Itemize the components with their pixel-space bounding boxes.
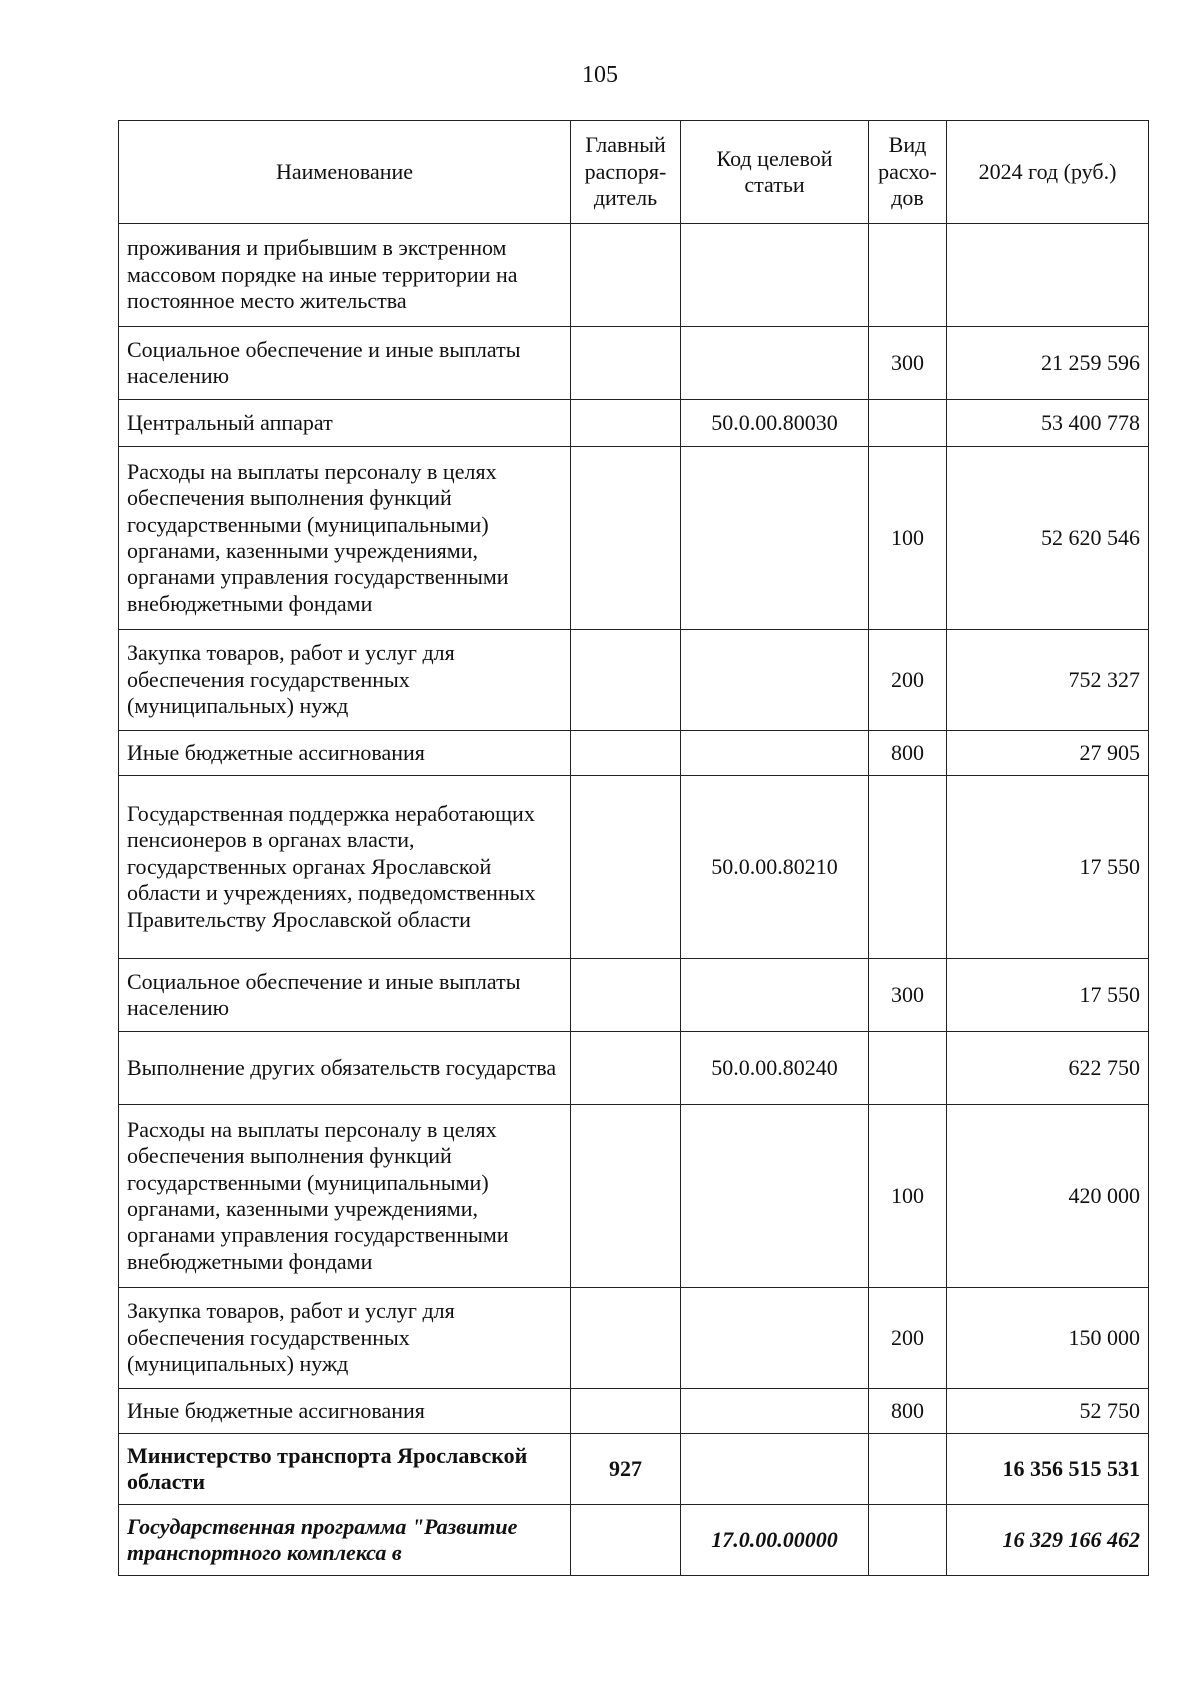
cell-sum: 27 905 — [947, 731, 1149, 776]
cell-admin — [571, 1105, 681, 1288]
cell-name: проживания и прибывшим в экстренном массовом порядке на иные территории на постоянное место жительства — [119, 224, 571, 327]
header-kind: Вид расхо-дов — [869, 121, 947, 224]
cell-code — [681, 1389, 869, 1434]
cell-kind: 300 — [869, 327, 947, 400]
cell-name: Закупка товаров, работ и услуг для обеспечения государственных (муниципальных) нужд — [119, 630, 571, 731]
cell-code — [681, 447, 869, 630]
table-row — [119, 959, 1149, 1032]
cell-name: Выполнение других обязательств государства — [119, 1032, 571, 1105]
cell-sum: 17 550 — [947, 776, 1149, 959]
cell-kind — [869, 400, 947, 447]
cell-code: 50.0.00.80240 — [681, 1032, 869, 1105]
table-row — [119, 1434, 1149, 1505]
header-admin: Главный распоря-дитель — [571, 121, 681, 224]
cell-admin — [571, 327, 681, 400]
cell-kind: 200 — [869, 1288, 947, 1389]
cell-sum: 420 000 — [947, 1105, 1149, 1288]
cell-kind: 100 — [869, 1105, 947, 1288]
page-number: 105 — [582, 62, 618, 88]
cell-sum: 21 259 596 — [947, 327, 1149, 400]
cell-name: Государственная программа "Развитие транспортного комплекса в — [119, 1505, 571, 1576]
table-row — [119, 630, 1149, 731]
cell-admin: 927 — [571, 1434, 681, 1505]
cell-name: Социальное обеспечение и иные выплаты населению — [119, 327, 571, 400]
header-sum: 2024 год (руб.) — [947, 121, 1149, 224]
cell-kind — [869, 1505, 947, 1576]
cell-admin — [571, 447, 681, 630]
cell-admin — [571, 224, 681, 327]
table-row — [119, 327, 1149, 400]
table-row — [119, 400, 1149, 447]
cell-kind: 300 — [869, 959, 947, 1032]
cell-name: Иные бюджетные ассигнования — [119, 1389, 571, 1434]
table-header-row — [119, 121, 1149, 224]
cell-sum: 752 327 — [947, 630, 1149, 731]
table-row — [119, 1288, 1149, 1389]
cell-sum: 53 400 778 — [947, 400, 1149, 447]
cell-sum: 16 329 166 462 — [947, 1505, 1149, 1576]
cell-name: Министерство транспорта Ярославской области — [119, 1434, 571, 1505]
cell-kind — [869, 1032, 947, 1105]
table-row — [119, 776, 1149, 959]
cell-admin — [571, 400, 681, 447]
cell-kind — [869, 1434, 947, 1505]
cell-code — [681, 1288, 869, 1389]
cell-sum: 52 750 — [947, 1389, 1149, 1434]
header-code: Код целевой статьи — [681, 121, 869, 224]
cell-kind — [869, 224, 947, 327]
cell-code — [681, 630, 869, 731]
cell-code: 50.0.00.80210 — [681, 776, 869, 959]
header-name: Наименование — [119, 121, 571, 224]
cell-name: Иные бюджетные ассигнования — [119, 731, 571, 776]
cell-name: Центральный аппарат — [119, 400, 571, 447]
cell-name: Государственная поддержка неработающих пенсионеров в органах власти, государственных органах Ярославской области и учреждениях, подведомственных Правительству Ярославской области — [119, 776, 571, 959]
cell-admin — [571, 776, 681, 959]
cell-code: 50.0.00.80030 — [681, 400, 869, 447]
cell-sum: 16 356 515 531 — [947, 1434, 1149, 1505]
cell-admin — [571, 630, 681, 731]
cell-code — [681, 731, 869, 776]
table-row — [119, 1505, 1149, 1576]
budget-table — [118, 120, 1149, 1576]
table-row — [119, 447, 1149, 630]
cell-code: 17.0.00.00000 — [681, 1505, 869, 1576]
cell-admin — [571, 1032, 681, 1105]
cell-code — [681, 327, 869, 400]
cell-sum — [947, 224, 1149, 327]
cell-sum: 622 750 — [947, 1032, 1149, 1105]
cell-sum: 52 620 546 — [947, 447, 1149, 630]
cell-admin — [571, 731, 681, 776]
cell-code — [681, 1105, 869, 1288]
cell-kind: 100 — [869, 447, 947, 630]
cell-code — [681, 1434, 869, 1505]
cell-name: Закупка товаров, работ и услуг для обеспечения государственных (муниципальных) нужд — [119, 1288, 571, 1389]
table-row — [119, 224, 1149, 327]
cell-kind: 800 — [869, 731, 947, 776]
cell-admin — [571, 1389, 681, 1434]
cell-admin — [571, 1288, 681, 1389]
cell-admin — [571, 959, 681, 1032]
cell-sum: 150 000 — [947, 1288, 1149, 1389]
cell-admin — [571, 1505, 681, 1576]
cell-kind: 200 — [869, 630, 947, 731]
cell-sum: 17 550 — [947, 959, 1149, 1032]
table-row — [119, 731, 1149, 776]
table-row — [119, 1105, 1149, 1288]
cell-kind — [869, 776, 947, 959]
cell-code — [681, 959, 869, 1032]
cell-name: Социальное обеспечение и иные выплаты населению — [119, 959, 571, 1032]
cell-kind: 800 — [869, 1389, 947, 1434]
cell-name: Расходы на выплаты персоналу в целях обеспечения выполнения функций государственными (муниципальными) органами, казенными учреждениями, органами управления государственными внебюджетными фондами — [119, 447, 571, 630]
cell-code — [681, 224, 869, 327]
table-row — [119, 1032, 1149, 1105]
table-row — [119, 1389, 1149, 1434]
cell-name: Расходы на выплаты персоналу в целях обеспечения выполнения функций государственными (муниципальными) органами, казенными учреждениями, органами управления государственными внебюджетными фондами — [119, 1105, 571, 1288]
